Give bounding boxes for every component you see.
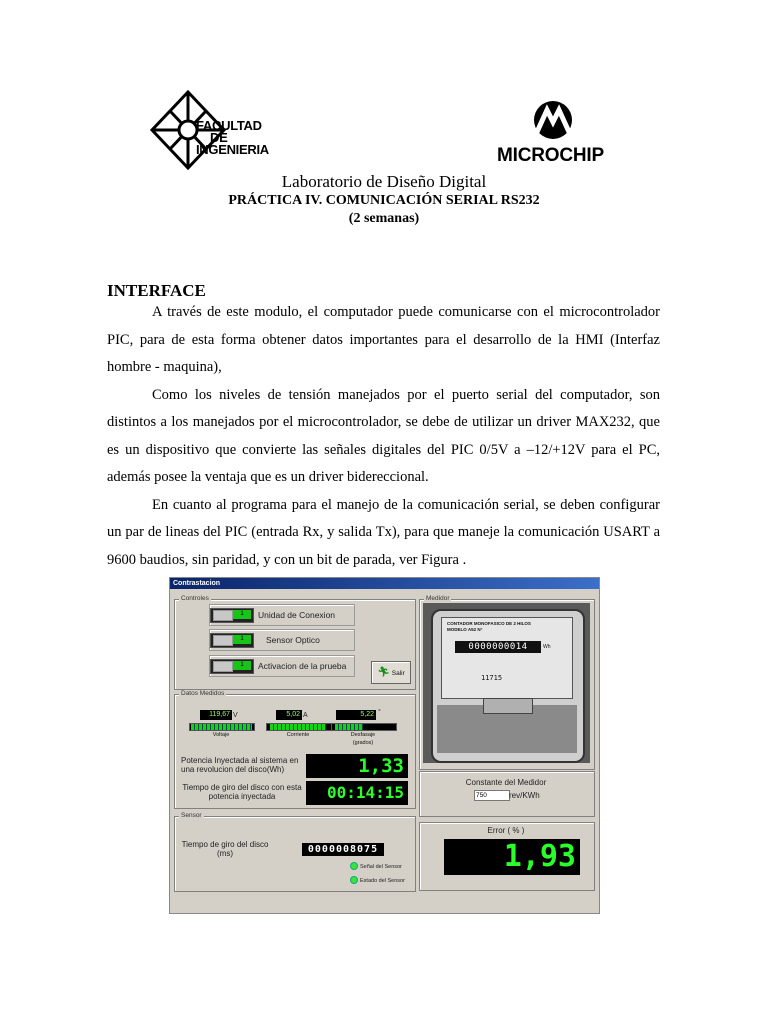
microchip-logo-text: MICROCHIP bbox=[497, 145, 604, 166]
salir-button[interactable] bbox=[371, 661, 411, 684]
medidor-label: Medidor bbox=[426, 595, 450, 602]
potencia-display: 1,33 bbox=[306, 754, 408, 778]
tiempo-giro-display: 00:14:15 bbox=[306, 781, 408, 805]
meter-plate-line1: CONTADOR MONOFASICO DE 2 HILOS bbox=[447, 621, 531, 626]
meter-photo bbox=[423, 603, 590, 763]
tiempo-giro-label: Tiempo de giro del disco con esta potencia inyectada bbox=[182, 783, 302, 801]
controles-label: Controles bbox=[181, 595, 209, 602]
senal-sensor-label: Señal del Sensor bbox=[360, 864, 402, 870]
desfasaje-caption-units: (grados) bbox=[352, 740, 374, 746]
exit-icon: 🏃︎ bbox=[377, 667, 390, 678]
paragraph-1: A través de este modulo, el computador puede comunicarse con el microcontrolador PIC, para de esta forma obtener datos importantes para el desarrollo de la HMI (Interfaz hombre - maquina), bbox=[107, 304, 660, 375]
desfasaje-value: 5,22 bbox=[336, 710, 376, 720]
desfasaje-unit: ° bbox=[378, 709, 381, 716]
error-label: Error ( % ) bbox=[487, 826, 525, 835]
sensor-optico-label: Sensor Optico bbox=[266, 635, 320, 645]
salir-label: Salir bbox=[391, 670, 405, 677]
body-text bbox=[107, 299, 660, 574]
corriente-value: 5,02 bbox=[276, 710, 302, 720]
document-title: Laboratorio de Diseño Digital bbox=[281, 172, 487, 191]
activacion-prueba-label: Activacion de la prueba bbox=[258, 661, 347, 671]
sensor-tiempo-label: Tiempo de giro del disco (ms) bbox=[181, 840, 269, 858]
unidad-conexion-control bbox=[209, 604, 355, 626]
section-heading: INTERFACE bbox=[107, 281, 206, 300]
estado-sensor-led bbox=[350, 876, 358, 884]
meter-counter: 0000000014 bbox=[455, 641, 541, 653]
desfasaje-caption: Desfasaje bbox=[350, 732, 376, 738]
senal-sensor-led bbox=[350, 862, 358, 870]
activacion-prueba-control bbox=[209, 655, 355, 677]
constante-input[interactable] bbox=[474, 790, 510, 801]
meter-plate-line2: MODELO A52 N° bbox=[447, 627, 483, 632]
corriente-caption: Corriente bbox=[286, 732, 310, 738]
voltaje-unit: V bbox=[233, 712, 238, 719]
potencia-label: Potencia Inyectada al sistema en una revolucion del disco(Wh) bbox=[181, 756, 299, 774]
datos-medidos-label: Datos Medidos bbox=[181, 690, 225, 697]
paragraph-3: En cuanto al programa para el manejo de la comunicación serial, se deben configurar un par de lineas del PIC (entrada Rx, y salida Tx), para que maneje la comunicación USART a 9600 baudios, sin paridad, y con un bit de parada, ver Figura . bbox=[107, 496, 660, 568]
document-duration: (2 semanas) bbox=[348, 211, 420, 226]
voltaje-caption: Voltaje bbox=[212, 732, 230, 738]
unidad-conexion-toggle[interactable]: 1 bbox=[210, 608, 254, 623]
window-title: Contrastacion bbox=[170, 578, 599, 589]
desfasaje-bar bbox=[331, 723, 397, 731]
sensor-optico-toggle[interactable]: 1 bbox=[210, 633, 254, 648]
constante-label: Constante del Medidor bbox=[465, 778, 547, 787]
paragraph-2: Como los niveles de tensión manejados por el puerto serial del computador, son distintos a los manejados por el microcontrolador, se debe de utilizar un driver MAX232, que es un dispositivo que convierte las señales digitales del PIC 0/5V a –12/+12V para el PC, además posee la ventaja que es un driver bidereccional. bbox=[107, 386, 660, 485]
voltaje-value: 119,67 bbox=[200, 710, 232, 720]
sensor-label: Sensor bbox=[181, 812, 202, 819]
meter-serial: 11715 bbox=[481, 674, 503, 682]
corriente-unit: A bbox=[303, 712, 308, 719]
voltaje-bar bbox=[189, 723, 255, 731]
corriente-bar bbox=[266, 723, 332, 731]
estado-sensor-label: Estado del Sensor bbox=[360, 878, 405, 884]
error-display: 1,93 bbox=[444, 839, 580, 875]
facultad-logo-text: FACULTAD DE INGENIERIA bbox=[196, 118, 269, 157]
meter-counter-unit: Wh bbox=[543, 644, 551, 650]
sensor-counter: 0000008075 bbox=[302, 843, 384, 856]
activacion-prueba-toggle[interactable]: 1 bbox=[210, 659, 254, 674]
document-subtitle: PRÁCTICA IV. COMUNICACIÓN SERIAL RS232 bbox=[228, 193, 540, 208]
constante-unit: rev/KWh bbox=[509, 791, 540, 800]
unidad-conexion-label: Unidad de Conexion bbox=[258, 610, 336, 620]
sensor-optico-control bbox=[209, 629, 355, 651]
hmi-screenshot bbox=[170, 578, 599, 913]
